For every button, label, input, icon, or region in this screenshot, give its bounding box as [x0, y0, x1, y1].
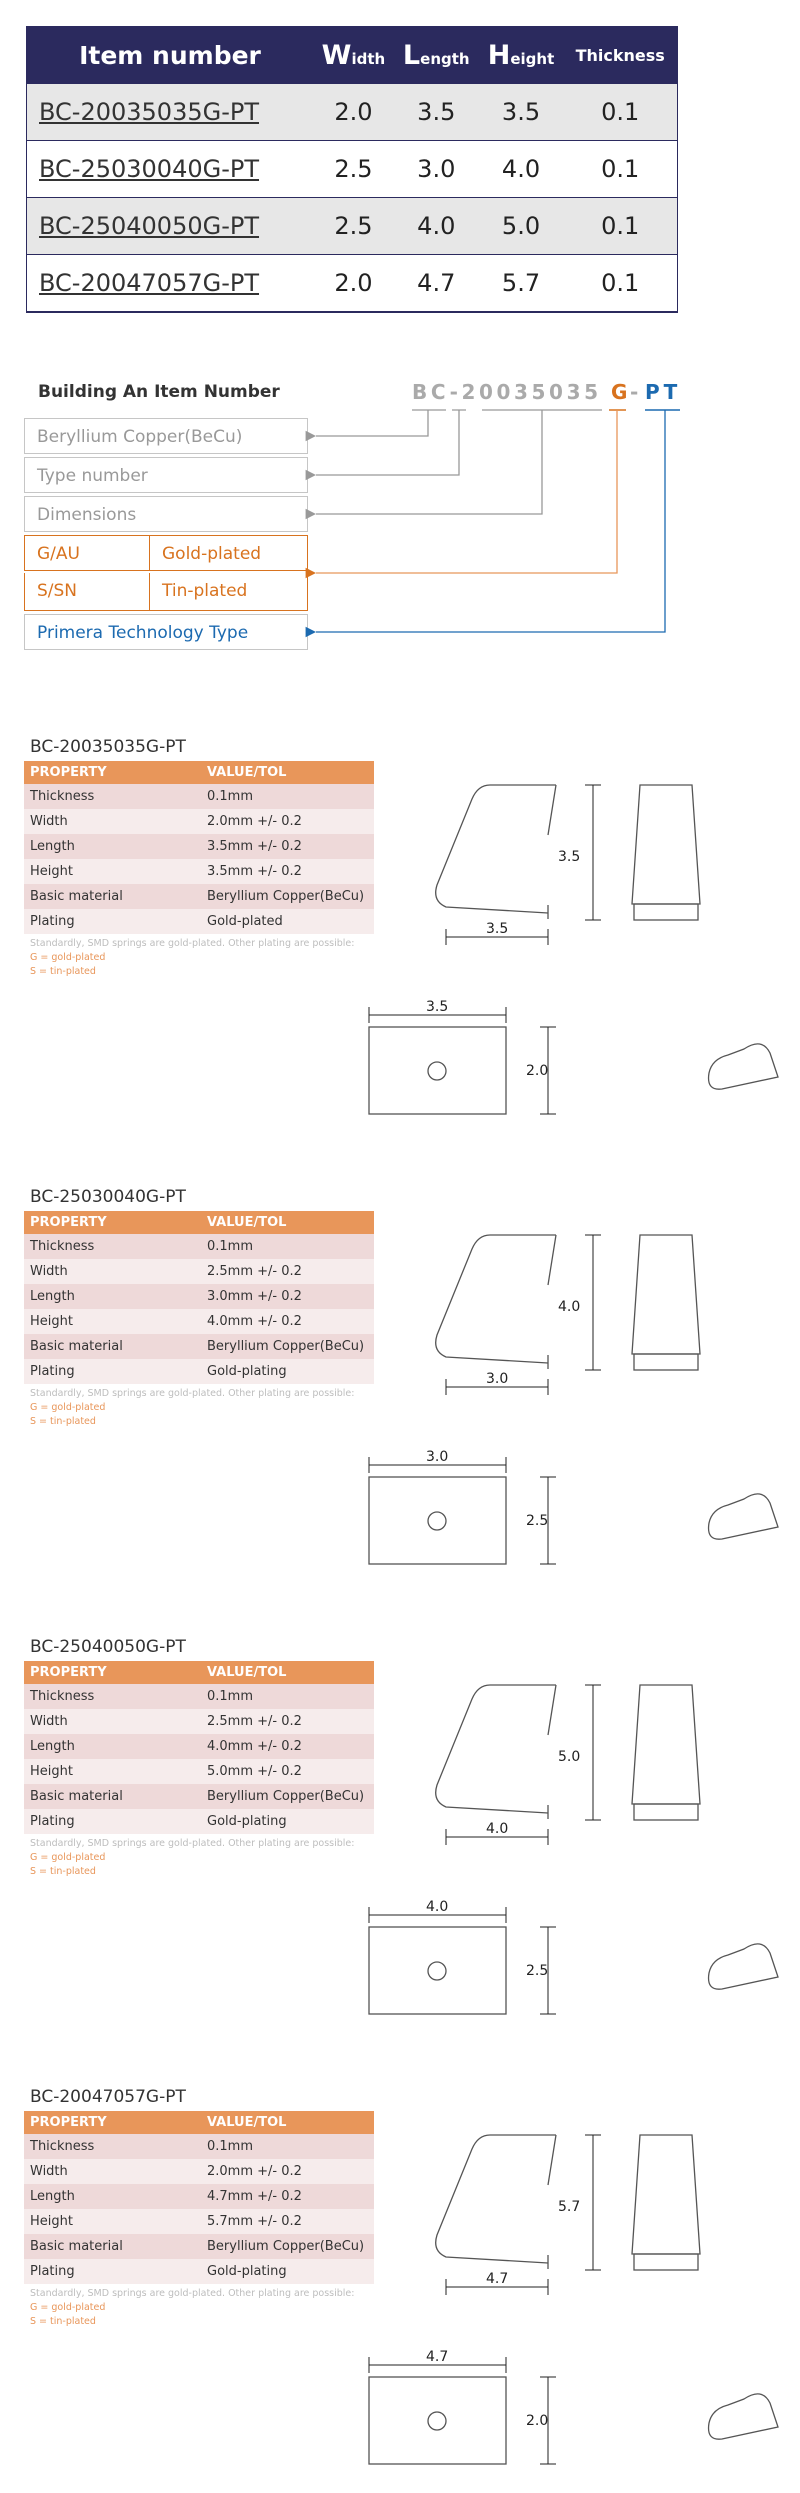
spec-value: 2.5mm +/- 0.2 — [201, 1709, 374, 1734]
spec-header-property: PROPERTY — [24, 1211, 201, 1234]
width-cell: 2.0 — [313, 255, 394, 313]
spec-property: Basic material — [24, 1784, 201, 1809]
note-line: S = tin-plated — [30, 2316, 96, 2327]
spec-header-value: VALUE/TOL — [201, 761, 374, 784]
height-cell: 4.0 — [479, 141, 564, 198]
spec-property: Height — [24, 2209, 201, 2234]
product-section — [0, 2087, 800, 2493]
width-cell: 2.5 — [313, 141, 394, 198]
dim-height: 4.0 — [558, 1299, 581, 1315]
legend-type-number: Type number — [24, 457, 308, 493]
note-line: Standardly, SMD springs are gold-plated. Other plating are possible: — [30, 2288, 355, 2299]
length-cell: 3.5 — [394, 84, 479, 141]
build-arrows — [0, 0, 800, 700]
dim-height: 5.0 — [558, 1749, 581, 1765]
spring-top-hole — [428, 1512, 446, 1530]
spring-top-view — [369, 2377, 506, 2464]
spring-front-view — [632, 1685, 700, 1804]
item-number-link[interactable]: BC-25040050G-PT — [27, 198, 314, 255]
spec-value: Beryllium Copper(BeCu) — [201, 884, 374, 909]
width-cell: 2.5 — [313, 198, 394, 255]
spring-clip — [548, 1685, 556, 1735]
spring-top-view — [369, 1027, 506, 1114]
spring-side-profile — [436, 785, 556, 913]
spec-property: Plating — [24, 909, 201, 934]
note-line: S = tin-plated — [30, 1416, 96, 1427]
dim-width: 2.5 — [526, 1513, 549, 1529]
code-base: BC-20035035 — [412, 380, 602, 404]
spec-value: 3.5mm +/- 0.2 — [201, 859, 374, 884]
spring-top-hole — [428, 1962, 446, 1980]
spring-top-view — [369, 1477, 506, 1564]
spring-front-view — [632, 2135, 700, 2254]
spec-property: Height — [24, 859, 201, 884]
spring-clip — [548, 785, 556, 835]
dim-length: 4.7 — [486, 2271, 509, 2287]
spec-value: 5.0mm +/- 0.2 — [201, 1759, 374, 1784]
note-line: S = tin-plated — [30, 966, 96, 977]
thickness-cell: 0.1 — [563, 198, 677, 255]
length-cell: 3.0 — [394, 141, 479, 198]
legend-material: Beryllium Copper(BeCu) — [24, 418, 308, 454]
spec-value: 2.0mm +/- 0.2 — [201, 2159, 374, 2184]
height-cell: 3.5 — [479, 84, 564, 141]
dim-length: 4.0 — [486, 1821, 509, 1837]
code-dash: - — [630, 380, 639, 404]
spec-value: Beryllium Copper(BeCu) — [201, 1784, 374, 1809]
header-height: Height — [479, 26, 564, 84]
dim-top-length: 3.5 — [426, 999, 449, 1015]
spring-iso-view — [709, 2394, 778, 2439]
spring-front-base — [634, 1354, 698, 1370]
header-item-number: Item number — [27, 26, 314, 84]
width-cell: 2.0 — [313, 84, 394, 141]
spec-property: Height — [24, 1309, 201, 1334]
spec-value: 4.7mm +/- 0.2 — [201, 2184, 374, 2209]
spring-top-view — [369, 1927, 506, 2014]
spring-clip — [548, 2135, 556, 2185]
thickness-cell: 0.1 — [563, 84, 677, 141]
technical-drawing — [0, 1637, 800, 2087]
spec-header-property: PROPERTY — [24, 761, 201, 784]
item-number-link[interactable]: BC-25030040G-PT — [27, 141, 314, 198]
spec-property: Length — [24, 1734, 201, 1759]
spec-header-property: PROPERTY — [24, 2111, 201, 2134]
spec-property: Thickness — [24, 1684, 201, 1709]
spec-value: Gold-plating — [201, 1359, 374, 1384]
header-width: Width — [313, 26, 394, 84]
header-length: Length — [394, 26, 479, 84]
spec-property: Height — [24, 1759, 201, 1784]
spec-value: 0.1mm — [201, 784, 374, 809]
spring-side-profile — [436, 1685, 556, 1813]
spring-front-base — [634, 904, 698, 920]
spring-top-hole — [428, 2412, 446, 2430]
note-line: G = gold-plated — [30, 2302, 106, 2313]
spec-value: 2.0mm +/- 0.2 — [201, 809, 374, 834]
spec-property: Length — [24, 2184, 201, 2209]
spec-value: 4.0mm +/- 0.2 — [201, 1734, 374, 1759]
item-number-link[interactable]: BC-20047057G-PT — [27, 255, 314, 313]
product-section — [0, 1187, 800, 1637]
spec-value: Gold-plating — [201, 1809, 374, 1834]
spring-iso-view — [709, 1944, 778, 1989]
spec-header-value: VALUE/TOL — [201, 1211, 374, 1234]
legend-gold-code: G/AU — [37, 544, 80, 564]
spec-header-value: VALUE/TOL — [201, 1661, 374, 1684]
legend-gold-desc: Gold-plated — [149, 536, 261, 570]
spring-front-base — [634, 2254, 698, 2270]
dim-top-length: 3.0 — [426, 1449, 449, 1465]
product-title: BC-20035035G-PT — [30, 737, 186, 757]
product-title: BC-20047057G-PT — [30, 2087, 186, 2107]
spec-property: Thickness — [24, 1234, 201, 1259]
arrow-pt — [316, 410, 665, 632]
dim-length: 3.0 — [486, 1371, 509, 1387]
note-line: Standardly, SMD springs are gold-plated. Other plating are possible: — [30, 938, 355, 949]
height-cell: 5.7 — [479, 255, 564, 313]
spring-front-base — [634, 1804, 698, 1820]
spec-value: 0.1mm — [201, 2134, 374, 2159]
code-plating: G — [611, 380, 628, 404]
dim-top-length: 4.7 — [426, 2349, 449, 2365]
spec-property: Width — [24, 809, 201, 834]
dim-height: 5.7 — [558, 2199, 581, 2215]
spec-value: Gold-plated — [201, 909, 374, 934]
spec-value: 0.1mm — [201, 1684, 374, 1709]
spec-value: 0.1mm — [201, 1234, 374, 1259]
note-line: Standardly, SMD springs are gold-plated. Other plating are possible: — [30, 1388, 355, 1399]
spec-value: Beryllium Copper(BeCu) — [201, 1334, 374, 1359]
spring-front-view — [632, 785, 700, 904]
spring-iso-view — [709, 1044, 778, 1089]
thickness-cell: 0.1 — [563, 255, 677, 313]
dim-width: 2.0 — [526, 1063, 549, 1079]
spec-header-property: PROPERTY — [24, 1661, 201, 1684]
spec-property: Length — [24, 834, 201, 859]
spec-property: Basic material — [24, 2234, 201, 2259]
arrow-material — [316, 410, 428, 436]
spec-property: Plating — [24, 2259, 201, 2284]
spec-value: 2.5mm +/- 0.2 — [201, 1259, 374, 1284]
product-title: BC-25030040G-PT — [30, 1187, 186, 1207]
spec-property: Plating — [24, 1359, 201, 1384]
legend-tin-desc: Tin-plated — [149, 573, 247, 610]
arrow-plating — [316, 410, 617, 573]
dim-top-length: 4.0 — [426, 1899, 449, 1915]
legend-dimensions: Dimensions — [24, 496, 308, 532]
spec-property: Thickness — [24, 2134, 201, 2159]
technical-drawing — [0, 2087, 800, 2493]
spec-property: Thickness — [24, 784, 201, 809]
product-section — [0, 737, 800, 1187]
spring-clip — [548, 1235, 556, 1285]
dim-width: 2.0 — [526, 2413, 549, 2429]
spec-value: 3.5mm +/- 0.2 — [201, 834, 374, 859]
spec-value: 5.7mm +/- 0.2 — [201, 2209, 374, 2234]
technical-drawing — [0, 737, 800, 1187]
dim-width: 2.5 — [526, 1963, 549, 1979]
note-line: S = tin-plated — [30, 1866, 96, 1877]
spec-value: Beryllium Copper(BeCu) — [201, 2234, 374, 2259]
spring-top-hole — [428, 1062, 446, 1080]
thickness-cell: 0.1 — [563, 141, 677, 198]
spec-value: 4.0mm +/- 0.2 — [201, 1309, 374, 1334]
build-section-title: Building An Item Number — [38, 382, 280, 402]
dim-height: 3.5 — [558, 849, 581, 865]
spec-value: 3.0mm +/- 0.2 — [201, 1284, 374, 1309]
spec-property: Width — [24, 2159, 201, 2184]
product-section — [0, 1637, 800, 2087]
spec-property: Length — [24, 1284, 201, 1309]
spec-header-value: VALUE/TOL — [201, 2111, 374, 2134]
product-title: BC-25040050G-PT — [30, 1637, 186, 1657]
technical-drawing — [0, 1187, 800, 1637]
spec-property: Basic material — [24, 1334, 201, 1359]
length-cell: 4.7 — [394, 255, 479, 313]
note-line: Standardly, SMD springs are gold-plated. Other plating are possible: — [30, 1838, 355, 1849]
spring-front-view — [632, 1235, 700, 1354]
item-number-link[interactable]: BC-20035035G-PT — [27, 84, 314, 141]
legend-tin-code: S/SN — [37, 581, 78, 601]
legend-pt: Primera Technology Type — [24, 614, 308, 650]
spring-side-profile — [436, 1235, 556, 1363]
spec-property: Width — [24, 1709, 201, 1734]
code-type: PT — [645, 380, 682, 404]
spec-property: Basic material — [24, 884, 201, 909]
spring-side-profile — [436, 2135, 556, 2263]
length-cell: 4.0 — [394, 198, 479, 255]
arrow-type — [316, 410, 459, 475]
header-thickness: Thickness — [563, 26, 677, 84]
spec-property: Plating — [24, 1809, 201, 1834]
note-line: G = gold-plated — [30, 1852, 106, 1863]
spring-iso-view — [709, 1494, 778, 1539]
spec-property: Width — [24, 1259, 201, 1284]
note-line: G = gold-plated — [30, 1402, 106, 1413]
height-cell: 5.0 — [479, 198, 564, 255]
note-line: G = gold-plated — [30, 952, 106, 963]
arrow-dimensions — [316, 410, 542, 514]
dim-length: 3.5 — [486, 921, 509, 937]
spec-value: Gold-plating — [201, 2259, 374, 2284]
